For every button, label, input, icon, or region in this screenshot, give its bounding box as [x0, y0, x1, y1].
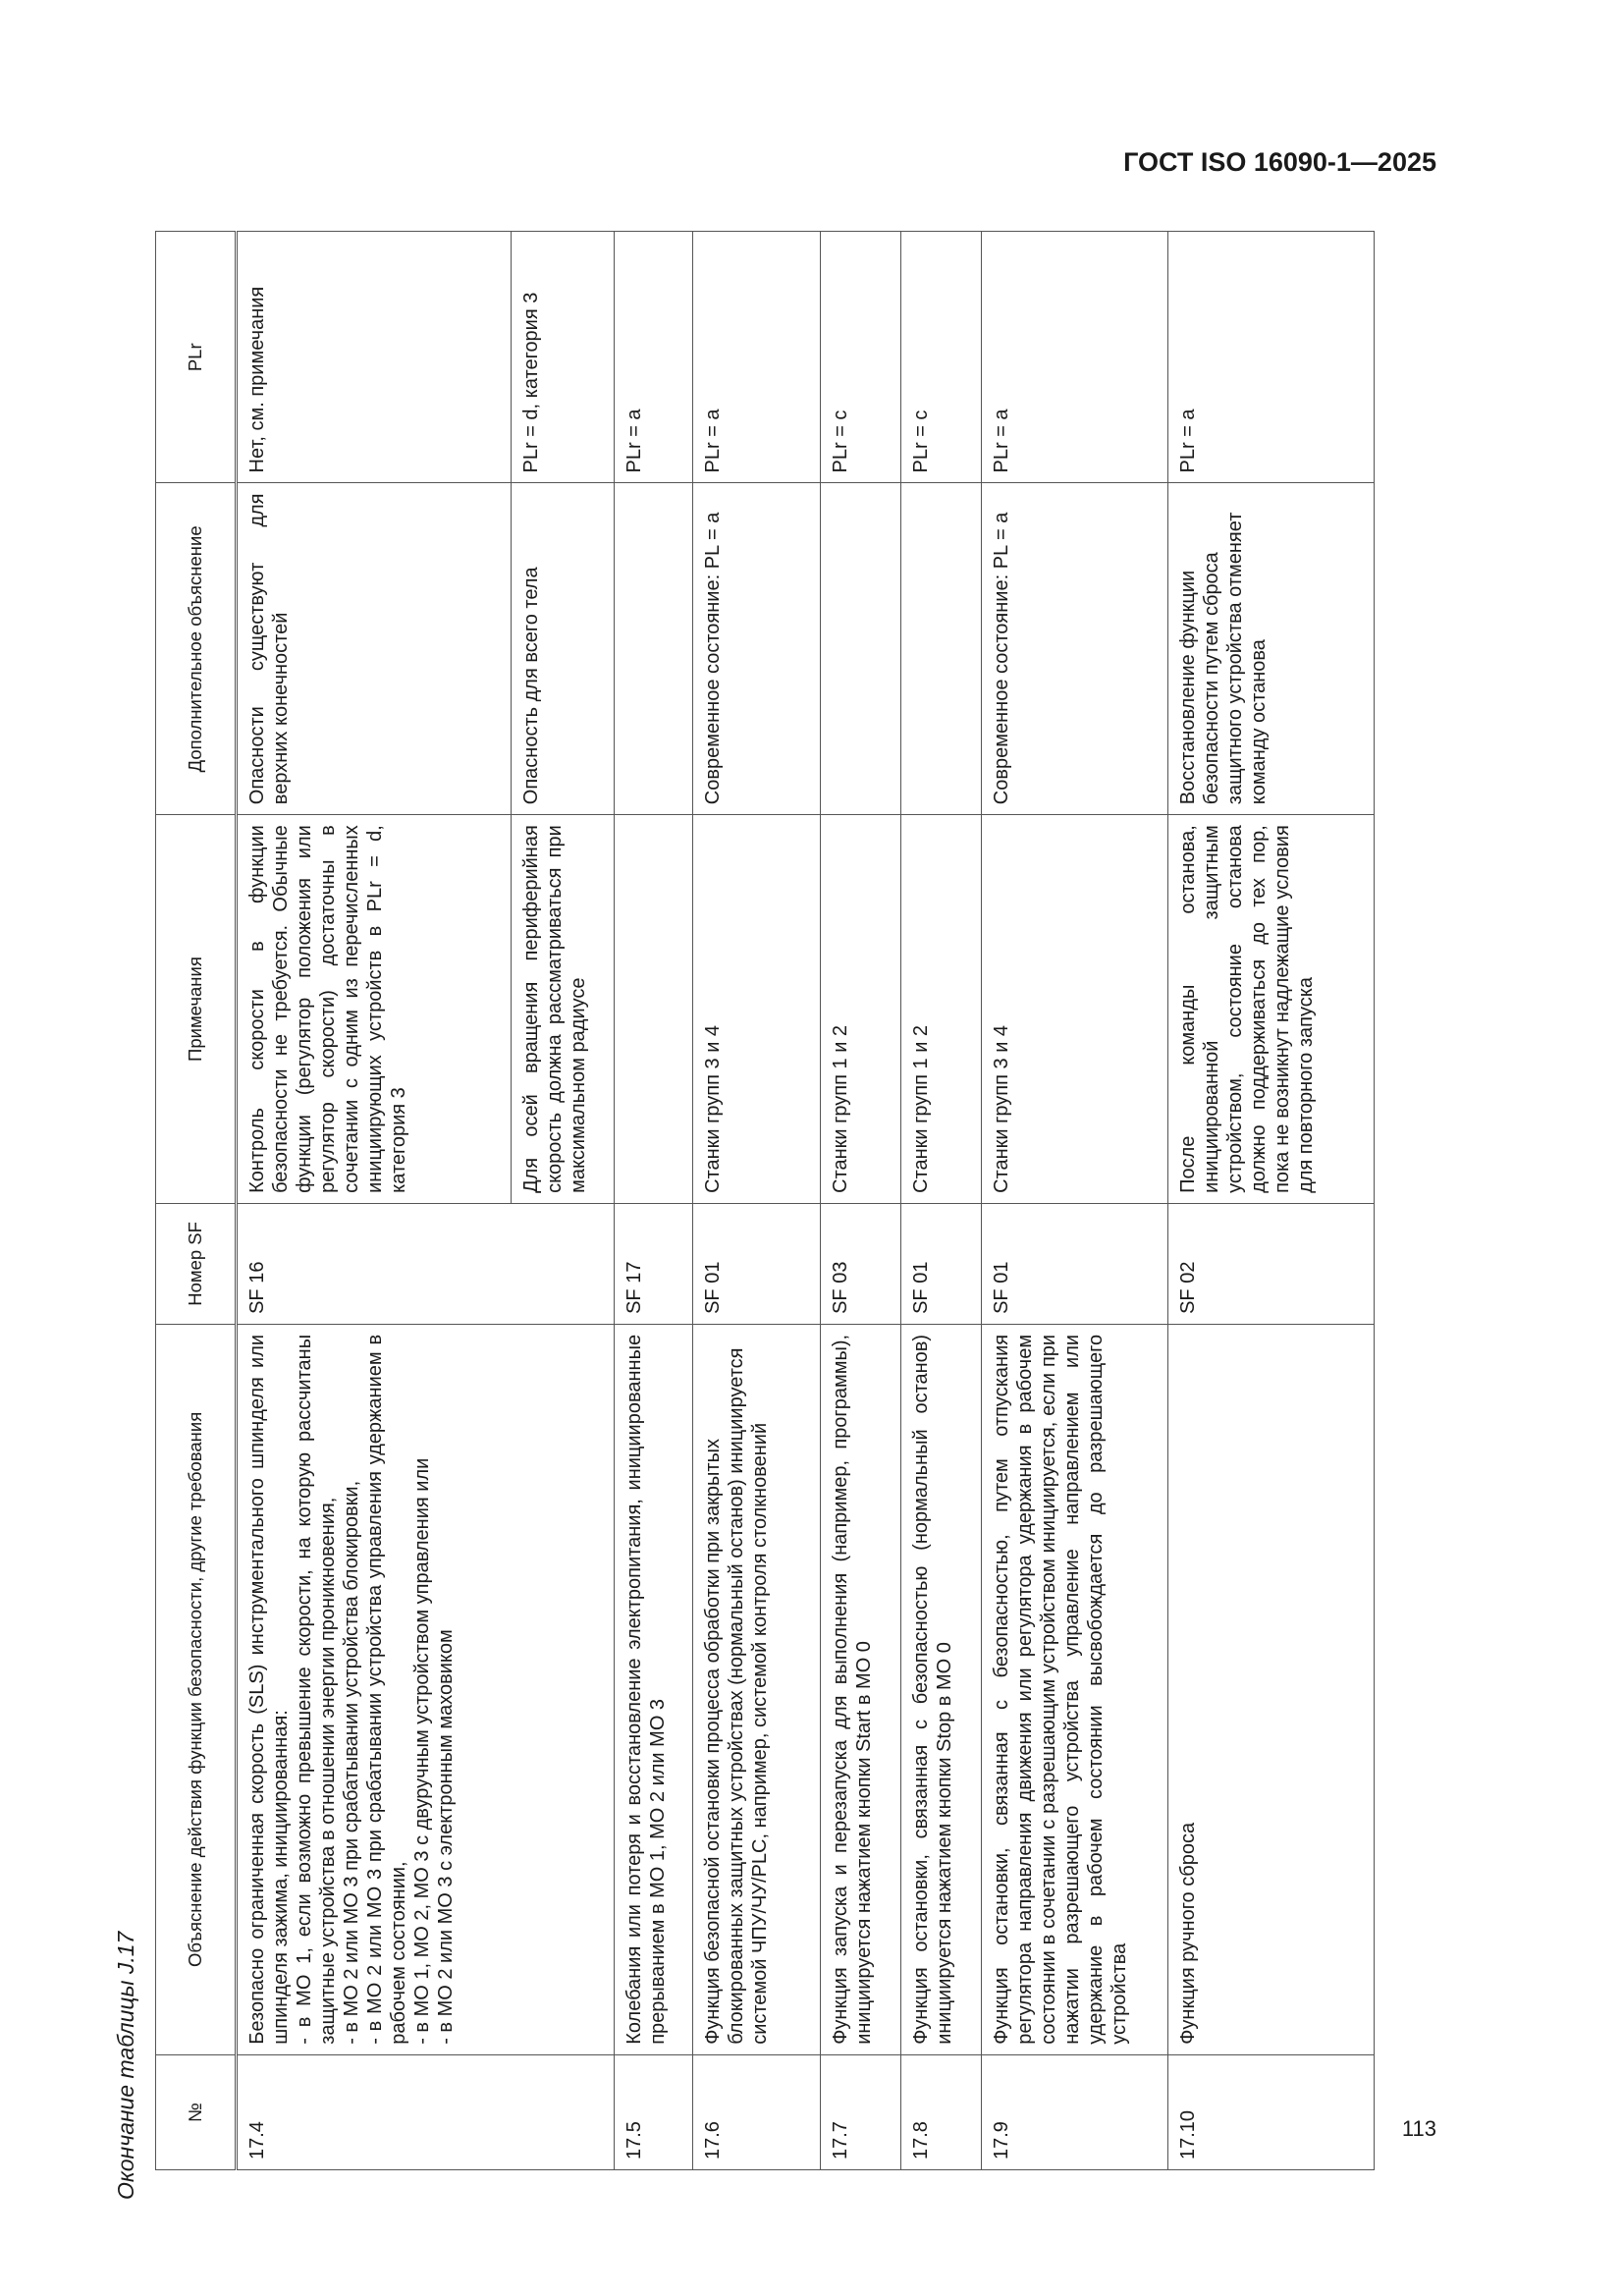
row-explanation: Безопасно ограниченная скорость (SLS) инструментального шпинделя или шпинделя зажима, инициированная: - в МО 1, если возможно превышение скорости, на которую рассчитаны защитные устройства в отношении энергии проникновения, - в МО 2 или МО 3 при срабатывании устройства блокировки, - в МО 2 или МО 3 при срабатывании устройства управления удержанием в рабочем состоянии, - в МО 1, МО 2, МО 3 с двуручным устройством управления или - в МО 2 или МО 3 с электронным маховиком [237, 1324, 615, 2054]
col-header-num: № [156, 2054, 237, 2169]
col-header-plr: PLr [156, 232, 237, 484]
row-additional [901, 483, 982, 815]
row-additional [615, 483, 693, 815]
table-row [237, 232, 512, 2170]
row-sf-number: SF 01 [693, 1203, 821, 1324]
table-row [693, 232, 821, 2170]
row-plr: PLr = d, категория 3 [512, 232, 615, 484]
col-header-additional: Дополнительное объяснение [156, 483, 237, 815]
row-additional: Восстановление функции безопасности путем сброса защитного устройства отменяет команду останова [1168, 483, 1375, 815]
row-explanation: Функция запуска и перезапуска для выполнения (например, программы), инициируется нажатием кнопки Start в МО 0 [821, 1324, 901, 2054]
table-row [901, 232, 982, 2170]
row-sf-number: SF 02 [1168, 1203, 1375, 1324]
row-notes: Станки групп 3 и 4 [982, 815, 1168, 1204]
row-plr: PLr = c [821, 232, 901, 484]
row-notes: Станки групп 3 и 4 [693, 815, 821, 1204]
row-plr: PLr = a [693, 232, 821, 484]
table-header-row [156, 232, 237, 2170]
col-header-sf: Номер SF [156, 1203, 237, 1324]
row-notes: После команды останова, инициированной защитным устройством, состояние останова должно поддерживаться до тех пор, пока не возникнут надлежащие условия для повторного запуска [1168, 815, 1375, 1204]
col-header-explanation: Объяснение действия функции безопасности, другие требования [156, 1324, 237, 2054]
rotated-table-container [155, 231, 1417, 2170]
row-additional: Опасность для всего тела [512, 483, 615, 815]
row-explanation: Функция безопасной остановки процесса обработки при закрытых блокированных защитных устройствах (нормальный останов) инициируется системой ЧПУ/ЧУ/PLC, например, системой контроля столкновений [693, 1324, 821, 2054]
col-header-notes: Примечания [156, 815, 237, 1204]
row-notes: Станки групп 1 и 2 [821, 815, 901, 1204]
row-number: 17.6 [693, 2054, 821, 2169]
row-plr: PLr = a [1168, 232, 1375, 484]
row-additional: Опасности существуют для верхних конечностей [237, 483, 512, 815]
row-number: 17.7 [821, 2054, 901, 2169]
row-sf-number: SF 17 [615, 1203, 693, 1324]
row-explanation: Колебания или потеря и восстановление электропитания, инициированные прерыванием в МО 1, МО 2 или МО 3 [615, 1324, 693, 2054]
row-sf-number: SF 03 [821, 1203, 901, 1324]
row-plr: PLr = a [615, 232, 693, 484]
row-sf-number: SF 01 [982, 1203, 1168, 1324]
row-notes: Для осей вращения периферийная скорость должна рассматриваться при максимальном радиусе [512, 815, 615, 1204]
table-caption: Окончание таблицы J.17 [113, 1931, 138, 2200]
row-notes: Станки групп 1 и 2 [901, 815, 982, 1204]
row-plr: PLr = a [982, 232, 1168, 484]
row-notes [615, 815, 693, 1204]
row-additional [821, 483, 901, 815]
table-row [615, 232, 693, 2170]
row-sf-number: SF 16 [237, 1203, 615, 1324]
row-sf-number: SF 01 [901, 1203, 982, 1324]
document-id: ГОСТ ISO 16090-1—2025 [1123, 147, 1436, 177]
table-row [1168, 232, 1375, 2170]
row-number: 17.10 [1168, 2054, 1375, 2169]
row-explanation: Функция остановки, связанная с безопасностью, путем отпускания регулятора направления движения или регулятора удержания в рабочем состоянии в сочетании с разрешающим устройством инициируется, если при нажатии разрешающего устройства управление направлением или удержание в рабочем состоянии высвобождается до разрешающего устройства [982, 1324, 1168, 2054]
table-row [982, 232, 1168, 2170]
row-number: 17.9 [982, 2054, 1168, 2169]
row-explanation: Функция ручного сброса [1168, 1324, 1375, 2054]
row-additional: Современное состояние: PL = a [982, 483, 1168, 815]
row-plr: Нет, см. примечания [237, 232, 512, 484]
row-notes: Контроль скорости в функции безопасности не требуется. Обычные функции (регулятор положения или регулятор скорости) достаточны в сочетании с одним из перечисленных инициирующих устройств в PLr = d, категория 3 [237, 815, 512, 1204]
safety-functions-table [155, 231, 1375, 2170]
page-number: 113 [1401, 2116, 1436, 2141]
row-plr: PLr = c [901, 232, 982, 484]
row-number: 17.4 [237, 2054, 615, 2169]
row-explanation: Функция остановки, связанная с безопасностью (нормальный останов) инициируется нажатием кнопки Stop в МО 0 [901, 1324, 982, 2054]
row-number: 17.8 [901, 2054, 982, 2169]
table-row [821, 232, 901, 2170]
row-number: 17.5 [615, 2054, 693, 2169]
row-additional: Современное состояние: PL = a [693, 483, 821, 815]
